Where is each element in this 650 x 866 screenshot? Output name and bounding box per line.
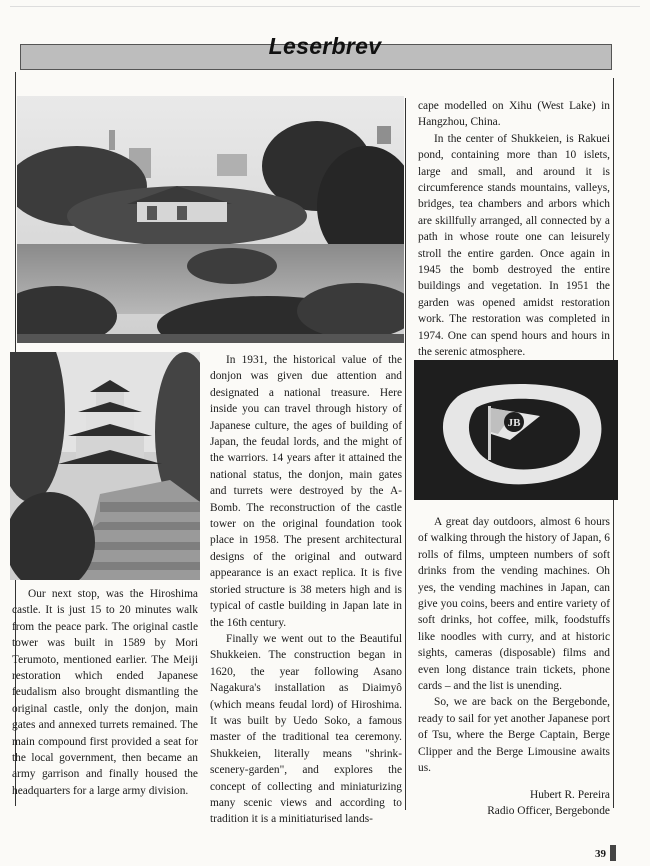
signature-title: Radio Officer, Bergebonde	[487, 804, 610, 817]
right-paragraph-2: In the center of Shukkeien, is Rakuei pond, containing more than 10 islets, large and small, and around it is circumference stands mountains, valleys, bridges, tea chambers and arbors which are skillfully arranged, all connected by a path in whose route one can leisurely stroll the entire garden. Once again in 1945 the bomb destroyed the entire buildings and vegetation. In 1951 the garden was opened amidst restoration work. The restoration was completed in 1974. One can spend hours and hours in the serenic atmosphere.	[418, 132, 610, 359]
middle-column	[210, 352, 402, 828]
middle-paragraph-1: In 1931, the historical value of the donjon was given due attention and designated a national treasure. Here inside you can travel through history of Japanese culture, the ages of building of Japan, the feudal lords, and the might of the warriors. 14 years after it attained the national status, the donjon, main gates and turrets were destroyed by the A-Bomb. The reconstruction of the castle tower on the original foundation took place in 1958. The present architectural designs of the original and outward appearance is an exact replica. It is five storied structure is 38 meters high and is typical of castle building in Japan late in the 16th century.	[210, 354, 402, 629]
left-column	[12, 586, 198, 799]
right-paragraph-3: A great day outdoors, almost 6 hours of walking through the history of Japan, 6 rolls of films, umpteen numbers of soft drinks from the vending machines. Oh yes, the vending machines in Japan, can give you coins, beers and entire variety of soft drinks, hot coffee, milk, foodstuffs like noodles with curry, and at historic sights, cameras (disposable) films and even long distance train tickets, phone cards – and the list is unending.	[418, 516, 610, 693]
page-number: 39	[595, 848, 606, 860]
column-rule-middle	[405, 98, 406, 810]
top-rule	[10, 6, 640, 7]
garden-pond-photo	[17, 96, 404, 343]
right-column-top	[418, 98, 610, 361]
page-title: Leserbrev	[268, 33, 382, 59]
right-paragraph-1: cape modelled on Xihu (West Lake) in Hangzhou, China.	[418, 100, 610, 129]
left-paragraph-1: Our next stop, was the Hiroshima castle. It is just 15 to 20 minutes walk from the peace park. The original castle tower was built in 1589 by Mori Terumoto, mentioned earlier. The Meiji restoration which ended Japanese feudalism also brought dismantling the original castle, only the donjon, main gates and annexed turrets remained. The main compound first provided a seat for the local government, then became an army garrison and finally housed the headquarters for a large army division.	[12, 588, 198, 797]
company-flag-emblem	[414, 360, 618, 500]
svg-text:JB: JB	[507, 417, 521, 429]
hiroshima-castle-photo	[10, 352, 200, 580]
middle-paragraph-2: Finally we went out to the Beautiful Shukkeien. The construction began in 1620, the year following Asano Nagakura's installation as Diaimyô (which means feudal lord) of Hiroshima. It was built by Uedo Soko, a famous master of the traditional tea ceremony. Shukkeien, literally means "shrink-scenery-garden", and explores the concept of collecting and miniaturizing many scenic views and according to tradition it is a minitiaturised lands-	[210, 632, 402, 826]
signature-name: Hubert R. Pereira	[529, 788, 610, 801]
right-column-bottom	[418, 514, 610, 819]
right-paragraph-4: So, we are back on the Bergebonde, ready to sail for yet another Japanese port of Tsu, where the Berge Captain, Berge Clipper and the Berge Limousine awaits us.	[418, 696, 610, 775]
page-tab-marker	[610, 845, 616, 861]
